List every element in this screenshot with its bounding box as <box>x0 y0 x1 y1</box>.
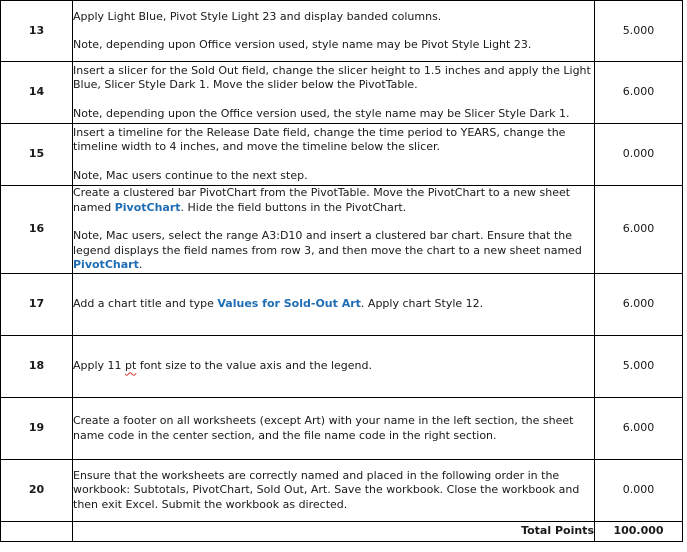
step-number: 18 <box>1 336 73 398</box>
step-paragraph <box>73 38 594 53</box>
text-run: . <box>138 258 143 272</box>
step-row <box>1 336 683 398</box>
step-description <box>73 336 595 398</box>
paragraph-gap <box>73 155 594 169</box>
step-description <box>73 460 595 522</box>
text-run: Ensure that the worksheets are correctly named and placed in the following order in the workbook: Subtotals, PivotChart, Sold Out, Art. Save the workbook. Close the workbook and then exit Excel. Submit the workbook as directed. <box>73 468 580 511</box>
step-paragraph <box>73 64 594 93</box>
highlighted-term: PivotChart <box>73 258 139 272</box>
text-run: Note, depending upon the Office version used, the style name may be Slicer Style Dark 1. <box>73 106 570 120</box>
highlighted-term: PivotChart <box>114 200 181 214</box>
step-paragraph <box>73 297 594 312</box>
step-points: 6.000 <box>595 398 683 460</box>
step-points: 5.000 <box>595 336 683 398</box>
step-points: 6.000 <box>595 274 683 336</box>
step-points: 6.000 <box>595 62 683 124</box>
text-run: Insert a slicer for the Sold Out field, change the slicer height to 1.5 inches and apply the Light Blue, Slicer Style Dark 1. Move the slider below the PivotTable. <box>73 63 591 92</box>
step-description <box>73 124 595 186</box>
text-run: Insert a timeline for the Release Date field, change the time period to YEARS, change the timeline width to 4 inches, and move the timeline below the slicer. <box>73 125 566 154</box>
step-row <box>1 124 683 186</box>
step-number: 16 <box>1 186 73 274</box>
step-paragraph <box>73 229 594 273</box>
step-number: 15 <box>1 124 73 186</box>
step-paragraph <box>73 169 594 184</box>
step-number: 13 <box>1 1 73 62</box>
step-paragraph <box>73 186 594 215</box>
text-run: Apply 11 <box>73 359 126 373</box>
step-row <box>1 186 683 274</box>
step-points: 5.000 <box>595 1 683 62</box>
spellcheck-word: pt <box>125 359 137 373</box>
step-paragraph <box>73 359 594 374</box>
paragraph-gap <box>73 215 594 229</box>
text-run: Apply Light Blue, Pivot Style Light 23 and display banded columns. <box>73 9 442 23</box>
paragraph-gap <box>73 24 594 38</box>
step-paragraph <box>73 107 594 122</box>
steps-table-body <box>1 1 683 522</box>
step-description <box>73 274 595 336</box>
total-row <box>1 522 683 542</box>
text-run: Create a clustered bar PivotChart from the PivotTable. Move the PivotChart to a new sheet named <box>73 186 571 214</box>
text-run: Create a footer on all worksheets (except Art) with your name in the left section, the sheet name code in the center section, and the file name code in the right section. <box>73 414 574 442</box>
step-description <box>73 1 595 62</box>
step-row <box>1 460 683 522</box>
text-run: Note, Mac users continue to the next step. <box>73 168 308 182</box>
text-run: . Hide the field buttons in the PivotChart. <box>180 200 407 214</box>
total-blank-cell <box>1 522 73 542</box>
step-number: 14 <box>1 62 73 124</box>
step-paragraph <box>73 469 594 513</box>
step-number: 17 <box>1 274 73 336</box>
step-row <box>1 398 683 460</box>
text-run: Add a chart title and type <box>73 297 218 311</box>
total-points-label: Total Points <box>73 522 595 542</box>
highlighted-term: Values for Sold-Out Art <box>217 297 361 311</box>
step-description <box>73 62 595 124</box>
step-description <box>73 186 595 274</box>
step-row <box>1 274 683 336</box>
text-run: Note, Mac users, select the range A3:D10 and insert a clustered bar chart. Ensure that the legend displays the field names from row 3, and then move the chart to a new sheet named <box>73 229 582 257</box>
step-points: 0.000 <box>595 124 683 186</box>
step-row <box>1 1 683 62</box>
text-run: font size to the value axis and the legend. <box>136 359 372 373</box>
step-paragraph <box>73 414 594 443</box>
step-points: 6.000 <box>595 186 683 274</box>
step-description <box>73 398 595 460</box>
step-paragraph <box>73 10 594 25</box>
step-row <box>1 62 683 124</box>
step-points: 0.000 <box>595 460 683 522</box>
step-paragraph <box>73 126 594 155</box>
text-run: Note, depending upon Office version used, style name may be Pivot Style Light 23. <box>73 38 532 51</box>
total-points-value: 100.000 <box>595 522 683 542</box>
paragraph-gap <box>73 93 594 107</box>
step-number: 19 <box>1 398 73 460</box>
text-run: . Apply chart Style 12. <box>360 297 484 311</box>
step-number: 20 <box>1 460 73 522</box>
